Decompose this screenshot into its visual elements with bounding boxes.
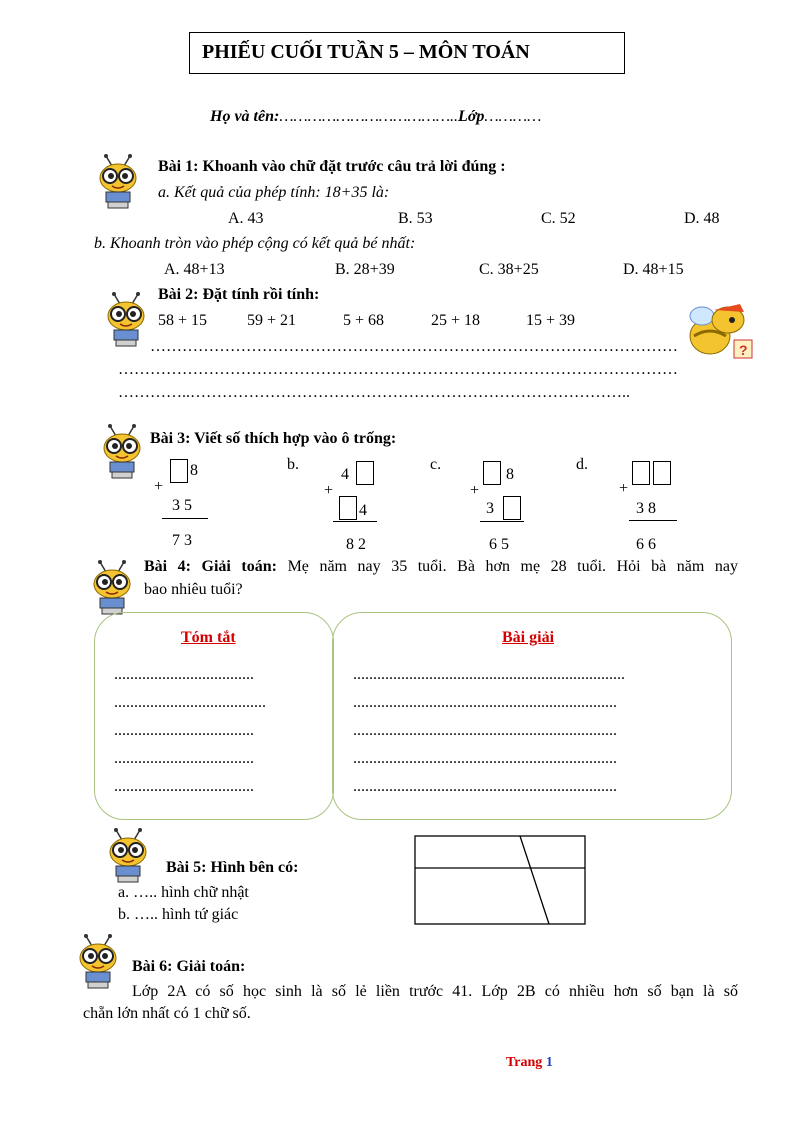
bai3-d-line (629, 520, 677, 521)
bai2-problem-5: 15 + 39 (526, 312, 576, 329)
bai5-option-b: b. ….. hình tứ giác (118, 906, 239, 923)
bai3-b-label: b. (287, 456, 299, 473)
bai1-question-b: b. Khoanh tròn vào phép cộng có kết quả bé nhất: (94, 235, 416, 252)
summary-line-1[interactable]: ................................... (114, 666, 254, 683)
bai1-question-a: a. Kết quả của phép tính: 18+35 là: (158, 184, 390, 201)
bai2-answer-line-3: …………..……………………………………………………………………….. (118, 384, 630, 401)
bai3-b-top-digit: 4 (341, 466, 349, 483)
bai1-b-option-b: B. 28+39 (335, 261, 395, 278)
bai4-text-2: bao nhiêu tuổi? (144, 581, 243, 598)
page-title: PHIẾU CUỐI TUẦN 5 – MÔN TOÁN (202, 41, 530, 63)
bai3-d-top-box-2[interactable] (653, 461, 671, 485)
bai6-heading: Bài 6: Giải toán: (132, 958, 246, 975)
solution-title: Bài giải (502, 629, 555, 646)
bai3-b-bottom-box[interactable] (339, 496, 357, 520)
bee-icon (100, 424, 144, 480)
bai3-d-bottom: 3 8 (636, 500, 656, 517)
bai3-c-label: c. (430, 456, 442, 473)
bai2-answer-line-2: …………………………………………………………………………………………… (118, 361, 678, 378)
solution-line-4[interactable]: .................................................................. (353, 750, 617, 767)
bai5-option-a: a. ….. hình chữ nhật (118, 884, 249, 901)
bai3-d-top-box-1[interactable] (632, 461, 650, 485)
bai1-b-option-c: C. 38+25 (479, 261, 539, 278)
bai4-text-line-1 (144, 558, 738, 576)
student-bee-icon (680, 296, 756, 364)
bai3-a-top-digit: 8 (190, 462, 198, 479)
bai3-a-bottom: 3 5 (172, 497, 192, 514)
bai3-a-result: 7 3 (172, 532, 192, 549)
footer-label: Trang (506, 1055, 546, 1070)
bai3-c-top-box[interactable] (483, 461, 501, 485)
page-number: 1 (545, 1055, 553, 1070)
bai3-c-line (480, 521, 524, 522)
bai3-b-top-box[interactable] (356, 461, 374, 485)
bai2-answer-line-1: ……………………………………………………………………………………… (150, 338, 678, 355)
svg-text:?: ? (739, 342, 748, 358)
summary-title: Tóm tắt (181, 629, 236, 646)
bee-icon (104, 292, 148, 348)
bai2-problem-1: 58 + 15 (158, 312, 208, 329)
summary-line-2[interactable]: ...................................... (114, 694, 266, 711)
bee-icon (76, 934, 120, 990)
bai2-problem-4: 25 + 18 (431, 312, 481, 329)
solution-line-3[interactable]: .................................................................. (353, 722, 617, 739)
bai1-a-option-b: B. 53 (398, 210, 433, 227)
bee-icon (90, 560, 134, 616)
solution-line-2[interactable]: .................................................................. (353, 694, 617, 711)
bai3-c-top-digit: 8 (506, 466, 514, 483)
bai3-b-plus: + (324, 482, 334, 499)
name-dots: ……………………………….. (279, 108, 459, 125)
bai1-a-option-c: C. 52 (541, 210, 576, 227)
bai3-c-plus: + (470, 482, 480, 499)
class-dots: ………… (484, 108, 542, 125)
bai3-b-bottom-digit: 4 (359, 502, 367, 519)
bai3-a-plus: + (154, 478, 164, 495)
rectangle-figure (414, 835, 586, 925)
summary-line-3[interactable]: ................................... (114, 722, 254, 739)
bai3-a-line (162, 518, 208, 519)
bai2-heading: Bài 2: Đặt tính rồi tính: (158, 286, 320, 303)
bai3-d-label: d. (576, 456, 588, 473)
bai3-heading: Bài 3: Viết số thích hợp vào ô trống: (150, 430, 397, 447)
bai3-b-line (333, 521, 377, 522)
summary-line-5[interactable]: ................................... (114, 778, 254, 795)
summary-line-4[interactable]: ................................... (114, 750, 254, 767)
class-label: Lớp (458, 108, 485, 125)
student-line (210, 108, 541, 126)
bai3-d-result: 6 6 (636, 536, 656, 553)
bai3-c-result: 6 5 (489, 536, 509, 553)
bai4-heading: Bài 4: Giải toán: (144, 558, 277, 575)
bai6-text-1: Lớp 2A có số học sinh là số lẻ liền trước 41. Lớp 2B có nhiều hơn số bạn là số (132, 983, 738, 1000)
name-label: Họ và tên: (210, 108, 280, 125)
bai1-b-option-a: A. 48+13 (164, 261, 225, 278)
page-footer (506, 1055, 553, 1071)
bai2-problem-3: 5 + 68 (343, 312, 385, 329)
title-box (189, 32, 625, 74)
bai3-d-plus: + (619, 480, 629, 497)
solution-line-5[interactable]: .................................................................. (353, 778, 617, 795)
bee-icon (106, 828, 150, 884)
solution-line-1[interactable]: .................................................................... (353, 666, 625, 683)
bai1-b-option-d: D. 48+15 (623, 261, 684, 278)
bai1-a-option-d: D. 48 (684, 210, 720, 227)
bai6-text-2: chẵn lớn nhất có 1 chữ số. (83, 1005, 251, 1022)
bai1-a-option-a: A. 43 (228, 210, 264, 227)
bai4-text-1: Mẹ năm nay 35 tuổi. Bà hơn mẹ 28 tuổi. Hỏi bà năm nay (287, 558, 739, 575)
bai5-heading: Bài 5: Hình bên có: (166, 859, 299, 876)
bee-icon (96, 154, 140, 210)
bai3-a-top-box[interactable] (170, 459, 188, 483)
bai3-c-bottom-digit: 3 (486, 500, 494, 517)
bai2-problem-2: 59 + 21 (247, 312, 297, 329)
bai3-c-bottom-box[interactable] (503, 496, 521, 520)
bai3-b-result: 8 2 (346, 536, 366, 553)
bai1-heading: Bài 1: Khoanh vào chữ đặt trước câu trả lời đúng : (158, 158, 506, 175)
